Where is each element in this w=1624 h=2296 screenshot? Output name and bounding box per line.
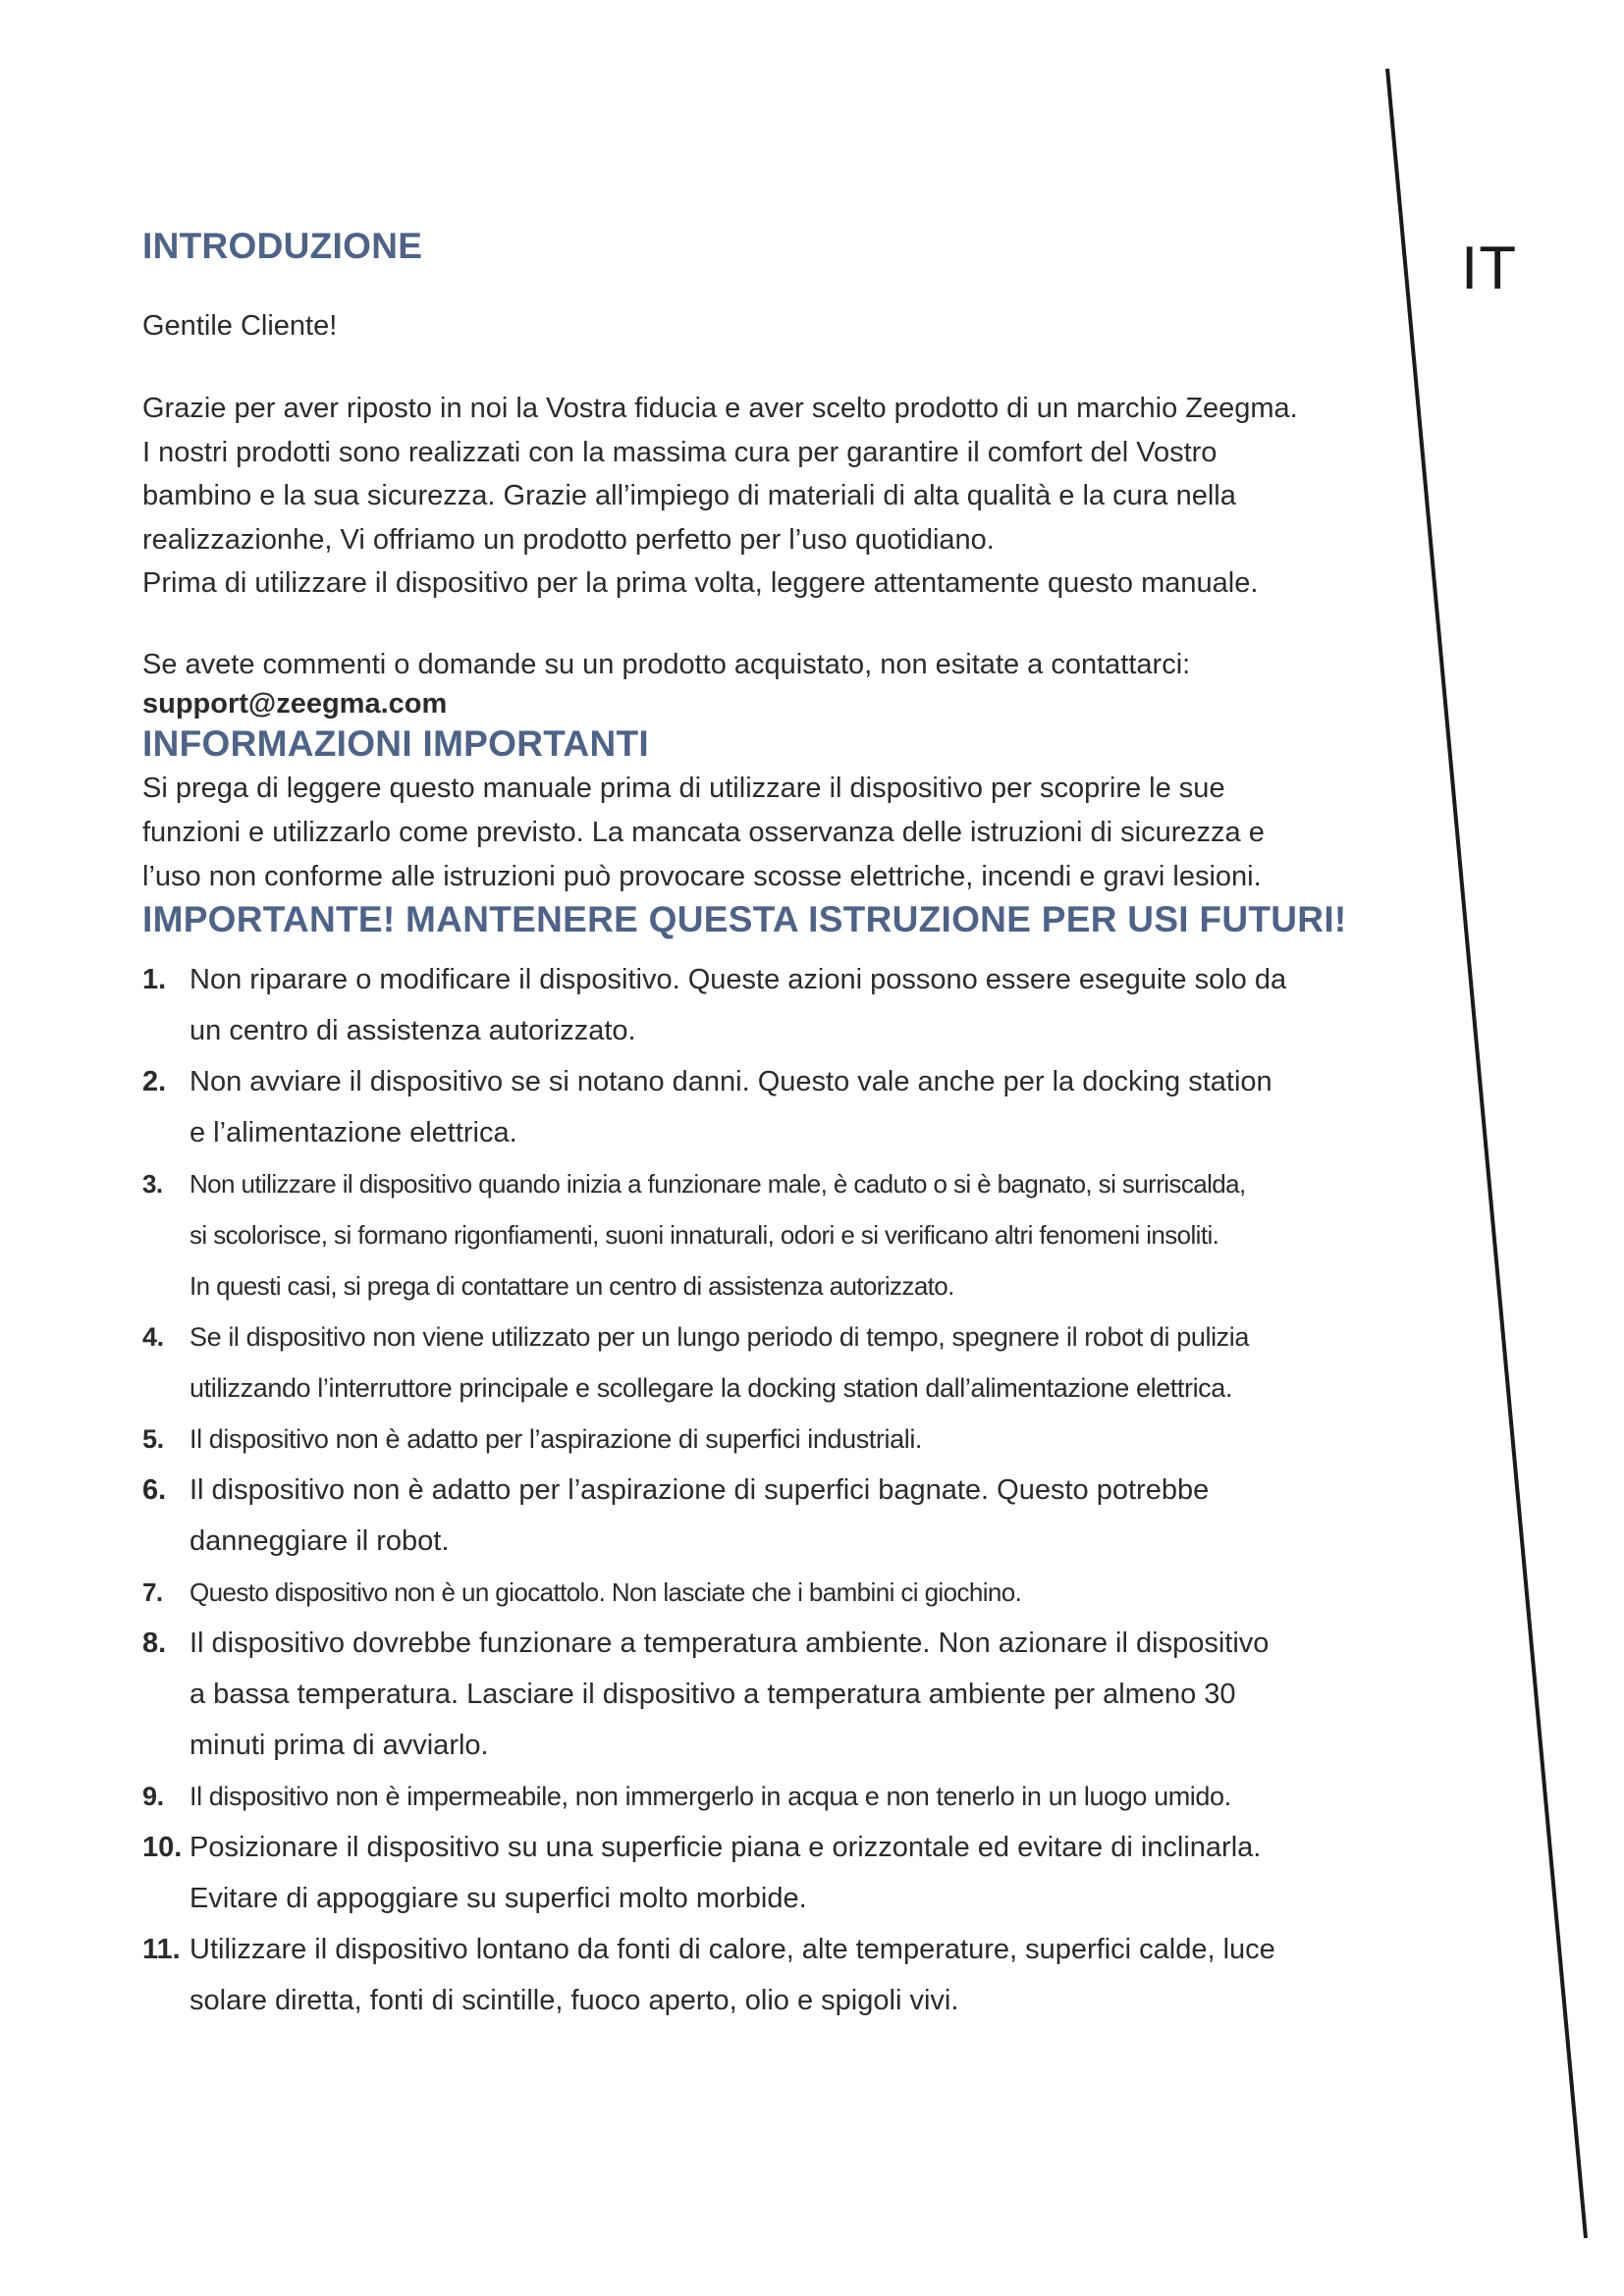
intro-line: bambino e la sua sicurezza. Grazie all’impiego di materiali di alta qualità e la cura nella: [142, 480, 1236, 511]
item-line: Se il dispositivo non viene utilizzato per un lungo periodo di tempo, spegnere il robot di pulizia: [189, 1321, 1249, 1352]
info-line: Si prega di leggere questo manuale prima di utilizzare il dispositivo per scoprire le sue: [142, 772, 1225, 804]
item-line: Non avviare il dispositivo se si notano danni. Questo vale anche per la docking station: [189, 1065, 1272, 1097]
intro-heading: INTRODUZIONE: [142, 226, 423, 266]
intro-line: realizzazionhe, Vi offriamo un prodotto perfetto per l’uso quotidiano.: [142, 523, 995, 556]
page-content: [142, 226, 1409, 2026]
info-line: l’uso non conforme alle istruzioni può provocare scosse elettriche, incendi e gravi lesioni.: [142, 860, 1262, 892]
item-line: Il dispositivo non è adatto per l’aspirazione di superfici bagnate. Questo potrebbe: [189, 1473, 1210, 1506]
item-number: 4.: [142, 1321, 164, 1352]
list-item: [142, 1822, 1409, 1924]
item-line: Il dispositivo dovrebbe funzionare a temperatura ambiente. Non azionare il dispositivo: [189, 1627, 1270, 1659]
list-item: [142, 1465, 1409, 1567]
info-heading: INFORMAZIONI IMPORTANTI: [142, 722, 649, 764]
list-item: [142, 954, 1409, 1056]
item-line: e l’alimentazione elettrica.: [189, 1116, 517, 1148]
contact-text: Se avete commenti o domande su un prodotto acquistato, non esitate a contattarci:: [142, 648, 1191, 680]
item-line: Non utilizzare il dispositivo quando inizia a funzionare male, è caduto o si è bagnato, si surriscalda,: [189, 1168, 1246, 1199]
item-number: 9.: [142, 1781, 164, 1811]
intro-line: Grazie per aver riposto in noi la Vostra fiducia e aver scelto prodotto di un marchio Zeegma.: [142, 393, 1298, 424]
item-number: 11.: [142, 1933, 181, 1965]
item-line: minuti prima di avviarlo.: [189, 1729, 489, 1761]
item-line: Il dispositivo non è adatto per l’aspirazione di superfici industriali.: [189, 1423, 923, 1454]
contact-block: [142, 645, 1409, 723]
item-line: a bassa temperatura. Lasciare il dispositivo a temperatura ambiente per almeno 30: [189, 1678, 1236, 1710]
intro-line: Prima di utilizzare il dispositivo per la prima volta, leggere attentamente questo manuale.: [142, 567, 1259, 599]
item-number: 10.: [142, 1831, 183, 1863]
list-item: [142, 1056, 1409, 1158]
info-paragraph: [142, 767, 1409, 899]
item-line: si scolorisce, si formano rigonfiamenti, suoni innaturali, odori e si verificano altri fenomeni insoliti.: [189, 1219, 1219, 1250]
intro-paragraph: [142, 387, 1409, 606]
item-line: Utilizzare il dispositivo lontano da fonti di calore, alte temperature, superfici calde, luce: [189, 1933, 1275, 1965]
item-number: 3.: [142, 1168, 163, 1199]
item-line: Posizionare il dispositivo su una superficie piana e orizzontale ed evitare di inclinarla.: [189, 1831, 1262, 1863]
item-line: solare diretta, fonti di scintille, fuoco aperto, olio e spigoli vivi.: [189, 1984, 959, 2016]
intro-line: I nostri prodotti sono realizzati con la massima cura per garantire il comfort del Vostro: [142, 436, 1218, 468]
list-item: [142, 1618, 1409, 1771]
item-number: 7.: [142, 1576, 163, 1607]
list-item: [142, 1567, 1409, 1618]
item-line: utilizzando l’interruttore principale e scollegare la docking station dall’alimentazione elettrica.: [189, 1372, 1232, 1403]
item-line: Non riparare o modificare il dispositivo. Queste azioni possono essere eseguite solo da: [189, 963, 1287, 995]
item-number: 6.: [142, 1473, 167, 1506]
safety-rules-list: [142, 954, 1409, 2026]
item-number: 1.: [142, 963, 167, 995]
list-item: [142, 1414, 1409, 1465]
language-tag: IT: [1461, 235, 1518, 302]
info-line: funzioni e utilizzarlo come previsto. La mancata osservanza delle istruzioni di sicurezza e: [142, 816, 1265, 848]
list-item: [142, 1311, 1409, 1414]
item-line: Evitare di appoggiare su superfici molto morbide.: [189, 1882, 807, 1914]
important-heading: IMPORTANTE! MANTENERE QUESTA ISTRUZIONE PER USI FUTURI!: [142, 898, 1347, 939]
greeting: Gentile Cliente!: [142, 310, 338, 342]
item-line: Il dispositivo non è impermeabile, non immergerlo in acqua e non tenerlo in un luogo umido.: [189, 1781, 1231, 1811]
list-item: [142, 1924, 1409, 2026]
support-email-link[interactable]: support@zeegma.com: [142, 687, 448, 720]
item-line: danneggiare il robot.: [189, 1524, 450, 1557]
item-line: Questo dispositivo non è un giocattolo. Non lasciate che i bambini ci giochino.: [189, 1576, 1022, 1607]
list-item: [142, 1771, 1409, 1822]
item-number: 8.: [142, 1627, 167, 1659]
item-number: 2.: [142, 1065, 167, 1097]
list-item: [142, 1158, 1409, 1311]
item-line: un centro di assistenza autorizzato.: [189, 1014, 636, 1046]
item-line: In questi casi, si prega di contattare un centro di assistenza autorizzato.: [189, 1270, 954, 1301]
item-number: 5.: [142, 1423, 164, 1454]
